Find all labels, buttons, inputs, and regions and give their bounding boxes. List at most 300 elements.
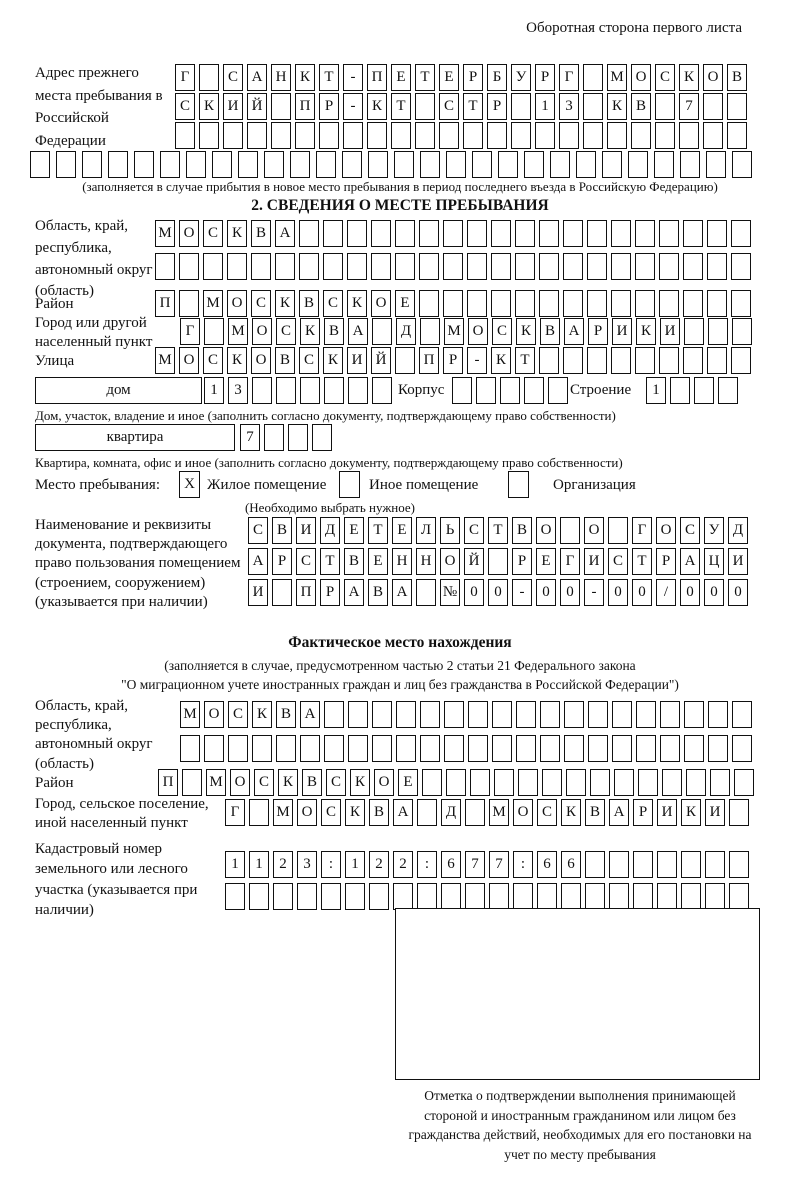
char-cell <box>419 253 439 280</box>
cadastral-row-2 <box>225 883 749 910</box>
char-cell <box>204 735 224 762</box>
char-cell: О <box>440 548 460 575</box>
char-cell: 3 <box>297 851 317 878</box>
cadastral-label: Кадастровый номер земельного или лесного участка (указывается при наличии) <box>35 841 198 918</box>
char-cell: А <box>344 579 364 606</box>
char-cell <box>524 151 544 178</box>
char-cell <box>372 377 392 404</box>
actual-city-row <box>225 799 749 826</box>
char-cell <box>659 347 679 374</box>
char-cell <box>683 220 703 247</box>
char-cell <box>415 93 435 120</box>
char-cell <box>608 517 628 544</box>
char-cell: П <box>367 64 387 91</box>
char-cell: А <box>248 548 268 575</box>
char-cell <box>489 883 509 910</box>
char-cell <box>657 883 677 910</box>
char-cell <box>684 701 704 728</box>
char-cell <box>561 883 581 910</box>
char-cell: К <box>300 318 320 345</box>
char-cell <box>670 377 690 404</box>
char-cell: В <box>631 93 651 120</box>
char-cell: 1 <box>646 377 666 404</box>
char-cell <box>238 151 258 178</box>
char-cell: 0 <box>728 579 748 606</box>
char-cell: С <box>175 93 195 120</box>
char-cell <box>463 122 483 149</box>
char-cell: 2 <box>369 851 389 878</box>
char-cell <box>467 253 487 280</box>
char-cell <box>204 318 224 345</box>
char-cell: А <box>680 548 700 575</box>
char-cell <box>727 122 747 149</box>
char-cell <box>419 290 439 317</box>
char-cell: Е <box>398 769 418 796</box>
char-cell <box>372 735 392 762</box>
char-cell <box>707 253 727 280</box>
char-cell <box>288 424 308 451</box>
char-cell: И <box>584 548 604 575</box>
char-cell <box>372 701 392 728</box>
char-cell: Е <box>368 548 388 575</box>
char-cell: В <box>344 548 364 575</box>
char-cell: В <box>512 517 532 544</box>
char-cell: Р <box>463 64 483 91</box>
char-cell <box>731 347 751 374</box>
char-cell <box>417 883 437 910</box>
char-cell: Д <box>441 799 461 826</box>
char-cell <box>492 735 512 762</box>
char-cell <box>492 701 512 728</box>
char-cell: К <box>295 64 315 91</box>
char-cell: Г <box>180 318 200 345</box>
char-cell <box>252 735 272 762</box>
char-cell <box>396 701 416 728</box>
char-cell <box>732 151 752 178</box>
char-cell: Т <box>632 548 652 575</box>
char-cell: Т <box>415 64 435 91</box>
char-cell: В <box>585 799 605 826</box>
char-cell: Р <box>487 93 507 120</box>
char-cell <box>611 253 631 280</box>
char-cell <box>654 151 674 178</box>
char-cell <box>175 122 195 149</box>
cadastral-row-1 <box>225 851 749 878</box>
char-cell <box>441 883 461 910</box>
char-cell: К <box>227 347 247 374</box>
char-cell: Н <box>271 64 291 91</box>
char-cell <box>395 347 415 374</box>
char-cell <box>272 579 292 606</box>
char-cell <box>82 151 102 178</box>
char-cell: И <box>705 799 725 826</box>
char-cell <box>491 220 511 247</box>
char-cell <box>420 151 440 178</box>
char-cell <box>706 151 726 178</box>
char-cell: Г <box>175 64 195 91</box>
char-cell <box>612 735 632 762</box>
char-cell: С <box>223 64 243 91</box>
char-cell <box>614 769 634 796</box>
char-cell <box>609 883 629 910</box>
char-cell: И <box>223 93 243 120</box>
char-cell <box>587 253 607 280</box>
char-cell <box>564 701 584 728</box>
char-cell <box>588 735 608 762</box>
char-cell: М <box>180 701 200 728</box>
korpus-label: Корпус <box>398 382 445 398</box>
char-cell: К <box>227 220 247 247</box>
char-cell: В <box>275 347 295 374</box>
char-cell <box>540 735 560 762</box>
char-cell <box>680 151 700 178</box>
char-cell <box>539 290 559 317</box>
checkbox-organization <box>508 471 529 498</box>
char-cell <box>703 93 723 120</box>
char-cell <box>563 253 583 280</box>
char-cell <box>247 122 267 149</box>
char-cell <box>467 220 487 247</box>
char-cell <box>228 735 248 762</box>
char-cell: О <box>251 347 271 374</box>
char-cell: 3 <box>228 377 248 404</box>
char-cell <box>635 253 655 280</box>
char-cell <box>636 701 656 728</box>
apartment-cells <box>240 424 332 451</box>
char-cell <box>636 735 656 762</box>
char-cell <box>683 347 703 374</box>
char-cell: 7 <box>679 93 699 120</box>
char-cell: О <box>252 318 272 345</box>
char-cell: М <box>444 318 464 345</box>
char-cell: К <box>275 290 295 317</box>
char-cell <box>539 220 559 247</box>
char-cell <box>609 851 629 878</box>
char-cell: В <box>272 517 292 544</box>
char-cell <box>223 122 243 149</box>
char-cell: 7 <box>489 851 509 878</box>
char-cell <box>371 253 391 280</box>
actual-region-label: Область, край, республика, автономный округ (область) <box>35 698 153 772</box>
char-cell <box>602 151 622 178</box>
char-cell <box>708 318 728 345</box>
char-cell: С <box>299 347 319 374</box>
char-cell: С <box>254 769 274 796</box>
document-row-3 <box>248 579 748 606</box>
char-cell: Е <box>439 64 459 91</box>
char-cell: С <box>321 799 341 826</box>
char-cell: И <box>612 318 632 345</box>
char-cell <box>439 122 459 149</box>
char-cell <box>590 769 610 796</box>
char-cell <box>560 517 580 544</box>
actual-region-row-1 <box>180 701 752 728</box>
char-cell <box>583 64 603 91</box>
char-cell <box>348 701 368 728</box>
char-cell: 1 <box>225 851 245 878</box>
stroenie-label: Строение <box>570 382 632 398</box>
char-cell: О <box>656 517 676 544</box>
char-cell <box>513 883 533 910</box>
char-cell <box>179 290 199 317</box>
checkbox-other-premises <box>339 471 360 498</box>
char-cell <box>563 220 583 247</box>
char-cell: С <box>276 318 296 345</box>
char-cell <box>395 253 415 280</box>
char-cell <box>487 122 507 149</box>
char-cell: О <box>468 318 488 345</box>
char-cell <box>635 220 655 247</box>
char-cell: А <box>564 318 584 345</box>
char-cell <box>729 799 749 826</box>
char-cell: С <box>228 701 248 728</box>
char-cell <box>731 220 751 247</box>
char-cell: И <box>347 347 367 374</box>
char-cell <box>611 347 631 374</box>
char-cell <box>472 151 492 178</box>
char-cell: - <box>467 347 487 374</box>
char-cell: К <box>347 290 367 317</box>
char-cell: П <box>295 93 315 120</box>
char-cell: 3 <box>559 93 579 120</box>
char-cell <box>550 151 570 178</box>
char-cell <box>659 253 679 280</box>
char-cell: К <box>350 769 370 796</box>
char-cell: К <box>323 347 343 374</box>
char-cell: Р <box>588 318 608 345</box>
char-cell: Ц <box>704 548 724 575</box>
char-cell: 6 <box>441 851 461 878</box>
char-cell <box>548 377 568 404</box>
char-cell: С <box>439 93 459 120</box>
char-cell <box>731 290 751 317</box>
char-cell: № <box>440 579 460 606</box>
char-cell <box>443 253 463 280</box>
char-cell <box>655 93 675 120</box>
char-cell: 0 <box>488 579 508 606</box>
char-cell: Т <box>320 548 340 575</box>
char-cell: 1 <box>249 851 269 878</box>
prev-address-row-2 <box>175 93 747 120</box>
char-cell <box>467 290 487 317</box>
char-cell: Д <box>728 517 748 544</box>
apartment-note: Квартира, комната, офис и иное (заполнить согласно документу, подтверждающему право собственности) <box>35 455 623 470</box>
char-cell: О <box>584 517 604 544</box>
char-cell <box>312 424 332 451</box>
char-cell: В <box>727 64 747 91</box>
char-cell <box>249 799 269 826</box>
char-cell: О <box>536 517 556 544</box>
char-cell <box>516 735 536 762</box>
char-cell <box>395 220 415 247</box>
char-cell: 7 <box>465 851 485 878</box>
char-cell <box>369 883 389 910</box>
char-cell <box>612 701 632 728</box>
char-cell: - <box>512 579 532 606</box>
char-cell: К <box>367 93 387 120</box>
apartment-type-box: квартира <box>35 424 235 451</box>
char-cell <box>444 735 464 762</box>
document-row-1 <box>248 517 748 544</box>
char-cell: С <box>251 290 271 317</box>
char-cell: О <box>297 799 317 826</box>
char-cell: С <box>464 517 484 544</box>
char-cell: И <box>248 579 268 606</box>
char-cell: К <box>252 701 272 728</box>
char-cell <box>734 769 754 796</box>
char-cell: В <box>369 799 389 826</box>
char-cell: 2 <box>393 851 413 878</box>
char-cell: А <box>300 701 320 728</box>
char-cell <box>199 64 219 91</box>
char-cell <box>290 151 310 178</box>
section2-title: 2. СВЕДЕНИЯ О МЕСТЕ ПРЕБЫВАНИЯ <box>251 197 549 214</box>
char-cell <box>694 377 714 404</box>
char-cell: О <box>631 64 651 91</box>
char-cell: О <box>374 769 394 796</box>
char-cell <box>683 253 703 280</box>
char-cell <box>348 377 368 404</box>
char-cell <box>587 220 607 247</box>
char-cell <box>182 769 202 796</box>
district-label: Район <box>35 296 74 312</box>
char-cell <box>371 220 391 247</box>
char-cell <box>684 735 704 762</box>
confirmation-stamp-caption: Отметка о подтверждении выполнения принимающей стороной и иностранным гражданином или лицом без гражданства действий, необходимых для его постановки на учет по месту пребывания <box>408 1088 752 1162</box>
char-cell <box>271 93 291 120</box>
char-cell: Т <box>488 517 508 544</box>
char-cell <box>297 883 317 910</box>
char-cell <box>372 318 392 345</box>
char-cell: 0 <box>680 579 700 606</box>
char-cell: В <box>368 579 388 606</box>
char-cell <box>537 883 557 910</box>
page-header-note: Оборотная сторона первого листа <box>526 20 742 36</box>
char-cell: Н <box>416 548 436 575</box>
char-cell <box>705 883 725 910</box>
char-cell <box>631 122 651 149</box>
char-cell <box>393 883 413 910</box>
char-cell: М <box>607 64 627 91</box>
korpus-cells <box>452 377 568 404</box>
char-cell <box>686 769 706 796</box>
char-cell: С <box>655 64 675 91</box>
char-cell: 0 <box>536 579 556 606</box>
char-cell <box>660 735 680 762</box>
char-cell <box>707 347 727 374</box>
char-cell: Т <box>368 517 388 544</box>
document-label: Наименование и реквизиты документа, подтверждающего право пользования помещением (строением, сооружением) (указывается при наличии) <box>35 517 241 610</box>
char-cell: А <box>393 799 413 826</box>
char-cell <box>465 883 485 910</box>
char-cell <box>342 151 362 178</box>
char-cell: Р <box>443 347 463 374</box>
char-cell: И <box>728 548 748 575</box>
char-cell: И <box>657 799 677 826</box>
char-cell <box>324 377 344 404</box>
char-cell <box>559 122 579 149</box>
char-cell: 0 <box>560 579 580 606</box>
char-cell: Е <box>344 517 364 544</box>
char-cell: В <box>540 318 560 345</box>
char-cell: И <box>660 318 680 345</box>
char-cell <box>681 851 701 878</box>
char-cell <box>186 151 206 178</box>
char-cell: У <box>704 517 724 544</box>
char-cell: Л <box>416 517 436 544</box>
char-cell <box>446 151 466 178</box>
char-cell: Е <box>395 290 415 317</box>
char-cell: 0 <box>608 579 628 606</box>
char-cell <box>659 290 679 317</box>
char-cell <box>588 701 608 728</box>
char-cell: С <box>608 548 628 575</box>
char-cell: В <box>302 769 322 796</box>
actual-region-row-2 <box>180 735 752 762</box>
char-cell <box>564 735 584 762</box>
char-cell <box>316 151 336 178</box>
char-cell: Ь <box>440 517 460 544</box>
char-cell: Г <box>560 548 580 575</box>
char-cell: К <box>607 93 627 120</box>
region-row-1 <box>155 220 751 247</box>
char-cell <box>607 122 627 149</box>
char-cell <box>732 735 752 762</box>
confirmation-stamp-box <box>395 908 760 1080</box>
char-cell <box>494 769 514 796</box>
char-cell <box>628 151 648 178</box>
char-cell: О <box>227 290 247 317</box>
char-cell <box>276 735 296 762</box>
char-cell <box>30 151 50 178</box>
char-cell: Й <box>371 347 391 374</box>
char-cell: С <box>680 517 700 544</box>
char-cell: - <box>343 93 363 120</box>
char-cell <box>264 151 284 178</box>
char-cell <box>420 735 440 762</box>
char-cell <box>583 122 603 149</box>
char-cell <box>444 701 464 728</box>
char-cell <box>396 735 416 762</box>
char-cell <box>566 769 586 796</box>
char-cell: Р <box>535 64 555 91</box>
actual-location-note-2: "О миграционном учете иностранных граждан и лиц без гражданства в Российской Федерации") <box>121 677 679 692</box>
region-rows <box>155 220 751 280</box>
char-cell: 1 <box>535 93 555 120</box>
char-cell <box>417 799 437 826</box>
city-row <box>180 318 752 345</box>
char-cell: Т <box>391 93 411 120</box>
char-cell <box>368 151 388 178</box>
char-cell <box>347 253 367 280</box>
char-cell: К <box>345 799 365 826</box>
char-cell <box>199 122 219 149</box>
char-cell: 7 <box>240 424 260 451</box>
char-cell <box>347 220 367 247</box>
char-cell: О <box>703 64 723 91</box>
char-cell: С <box>537 799 557 826</box>
char-cell <box>300 377 320 404</box>
char-cell: С <box>203 220 223 247</box>
char-cell <box>179 253 199 280</box>
char-cell: О <box>230 769 250 796</box>
char-cell <box>583 93 603 120</box>
char-cell: О <box>179 347 199 374</box>
char-cell: В <box>251 220 271 247</box>
char-cell <box>419 220 439 247</box>
char-cell: К <box>278 769 298 796</box>
char-cell <box>539 253 559 280</box>
